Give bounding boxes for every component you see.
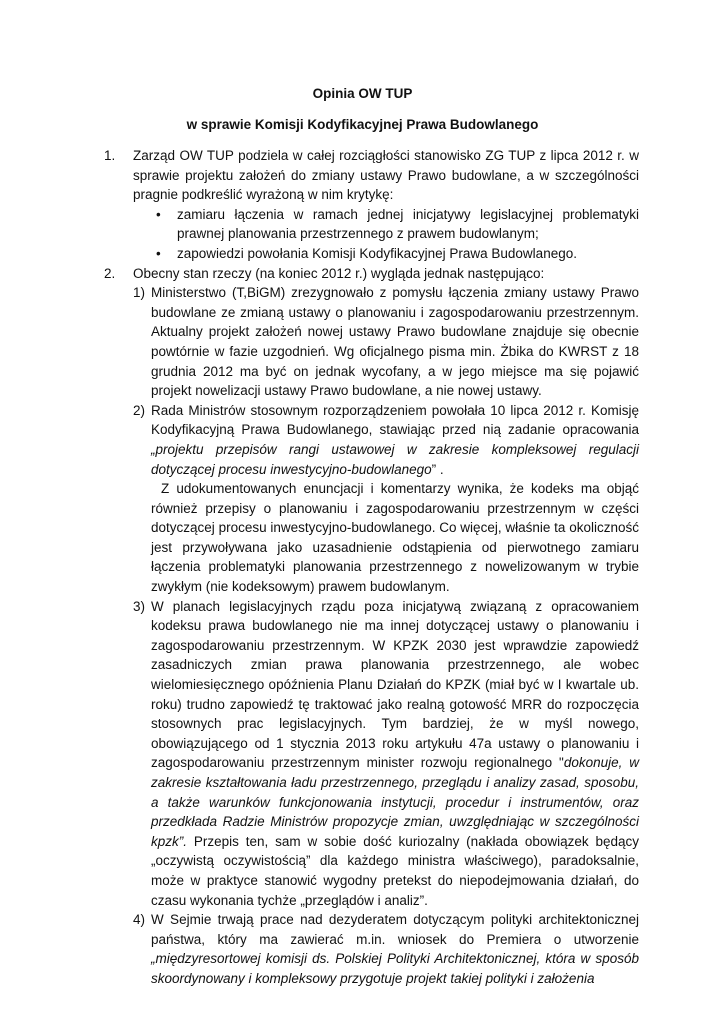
subitem-3 (133, 597, 639, 911)
document-title: Opinia OW TUP (312, 86, 413, 101)
bullet-text: zapowiedzi powołania Komisji Kodyfikacyjnej Prawa Budowlanego. (177, 245, 577, 261)
subitem-text-end: Przepis ten, sam w sobie dość kuriozalny (nakłada obowiązek będący „oczywistą oczywistością” dla każdego ministra właściwego), paradoksalnie, może w praktyce stanowić wygodny pretekst do niepodejmowania działań, do czasu wykonania tychże „przeglądów i analiz”. (151, 833, 639, 908)
subitem-number: 4) (133, 912, 146, 928)
bullet-text: zamiaru łączenia w ramach jednej inicjatywy legislacyjnej problematyki prawnej planowania przestrzennego z prawem budowlanym; (177, 206, 639, 242)
bullet-icon: • (156, 206, 161, 222)
subitem-1 (133, 283, 639, 401)
numbered-item-2 (104, 264, 639, 989)
document-body (104, 146, 639, 989)
subitem-quote: dokonuje, w zakresie kształtowania ładu przestrzennego, przeglądu i analizy zasad, sposobu, a także warunków funkcjonowania instytucji, procedur i instrumentów, oraz przedkłada Radzie Ministrów propozycje zmian, uwzględniając w szczególności kpzk”. (151, 755, 639, 849)
item-number: 1. (104, 148, 116, 163)
subitem-quote: „międzyresortowej komisji ds. Polskiej Polityki Architektonicznej, która w sposób skoordynowany i kompleksowy przygotuje projekt takiej polityki i założenia (151, 951, 639, 986)
subitem-number: 1) (133, 285, 146, 301)
item-text: Obecny stan rzeczy (na koniec 2012 r.) wygląda jednak następująco: (133, 265, 545, 281)
list-item (149, 244, 639, 264)
subitem-text: W planach legislacyjnych rządu poza inicjatywą związaną z opracowaniem kodeksu prawa budowlanego nie ma innej dotyczącej ustawy o planowaniu i zagospodarowaniu przestrzennym. W KPZK 2030 jest wprawdzie zapowiedź zasadniczych zmian prawa planowania przestrzennego, ale wobec wielomiesięcznego opóźnienia Planu Działań do KPZK (miał być w I kwartale ub. roku) trudno zapowiedź tę traktować jako realną gotowość MRR do rozpoczęcia stosownych prac legislacyjnych. Tym bardziej, że w myśl nowego, obowiązującego od 1 stycznia 2013 roku artykułu 47a ustawy o planowaniu i zagospodarowaniu przestrzennym minister rozwoju regionalnego " (151, 598, 639, 771)
subitem-quote: „projektu przepisów rangi ustawowej w zakresie kompleksowej regulacji dotyczącej procesu inwestycyjno-budowlanego (151, 441, 639, 477)
item-number: 2. (104, 265, 116, 281)
list-item (149, 205, 639, 244)
item-text: Zarząd OW TUP podziela w całej rozciągłości stanowisko ZG TUP z lipca 2012 r. w sprawie projektu założeń do zmiany ustawy Prawo budowlane, a w szczególności pragnie podkreślić wyrażoną w nim krytykę: (133, 148, 639, 203)
subitem-number: 3) (133, 598, 146, 614)
subitem-4 (133, 910, 639, 988)
subitem-paragraph: Z udokumentowanych enuncjacji i komentarzy wynika, że kodeks ma objąć również przepisy o planowaniu i zagospodarowaniu przestrzennym w części dotyczącej procesu inwestycyjno-budowlanego. Co więcej, właśnie ta okoliczność jest przywoływana jako uzasadnienie odstąpienia od pierwotnego zamiaru łączenia problematyki planowania przestrzennego z nowelizowanym w trybie zwykłym (nie kodeksowym) prawem budowlanym. (151, 481, 639, 595)
subitem-text: W Sejmie trwają prace nad dezyderatem dotyczącym polityki architektonicznej państwa, który ma zawierać m.in. wniosek do Premiera o utworzenie (151, 912, 639, 947)
bullet-icon: • (156, 245, 161, 261)
bullet-list (104, 205, 639, 264)
subitem-number: 2) (133, 402, 146, 418)
document-subtitle: w sprawie Komisji Kodyfikacyjnej Prawa Budowlanego (186, 117, 539, 132)
subitem-2 (133, 401, 639, 597)
subitem-text: Ministerstwo (T,BiGM) zrezygnowało z pomysłu łączenia zmiany ustawy Prawo budowlane ze zmianą ustawy o planowaniu i zagospodarowaniu przestrzennym. Aktualny projekt założeń nowej ustawy Prawo budowlane znajduje się obecnie powtórnie w fazie uzgodnień. Wg oficjalnego pisma min. Żbika do KWRST z 18 grudnia 2012 ma być on jednak wycofany, a w jego miejsce ma się pojawić projekt nowelizacji ustawy Prawo budowlane, a nie nowej ustawy. (151, 285, 639, 399)
subitem-text-end: ” . (431, 461, 444, 477)
subitem-text: Rada Ministrów stosownym rozporządzeniem powołała 10 lipca 2012 r. Komisję Kodyfikacyjną Prawa Budowlanego, stawiając przed nią zadanie opracowania (151, 402, 639, 438)
numbered-item-1 (104, 146, 639, 205)
